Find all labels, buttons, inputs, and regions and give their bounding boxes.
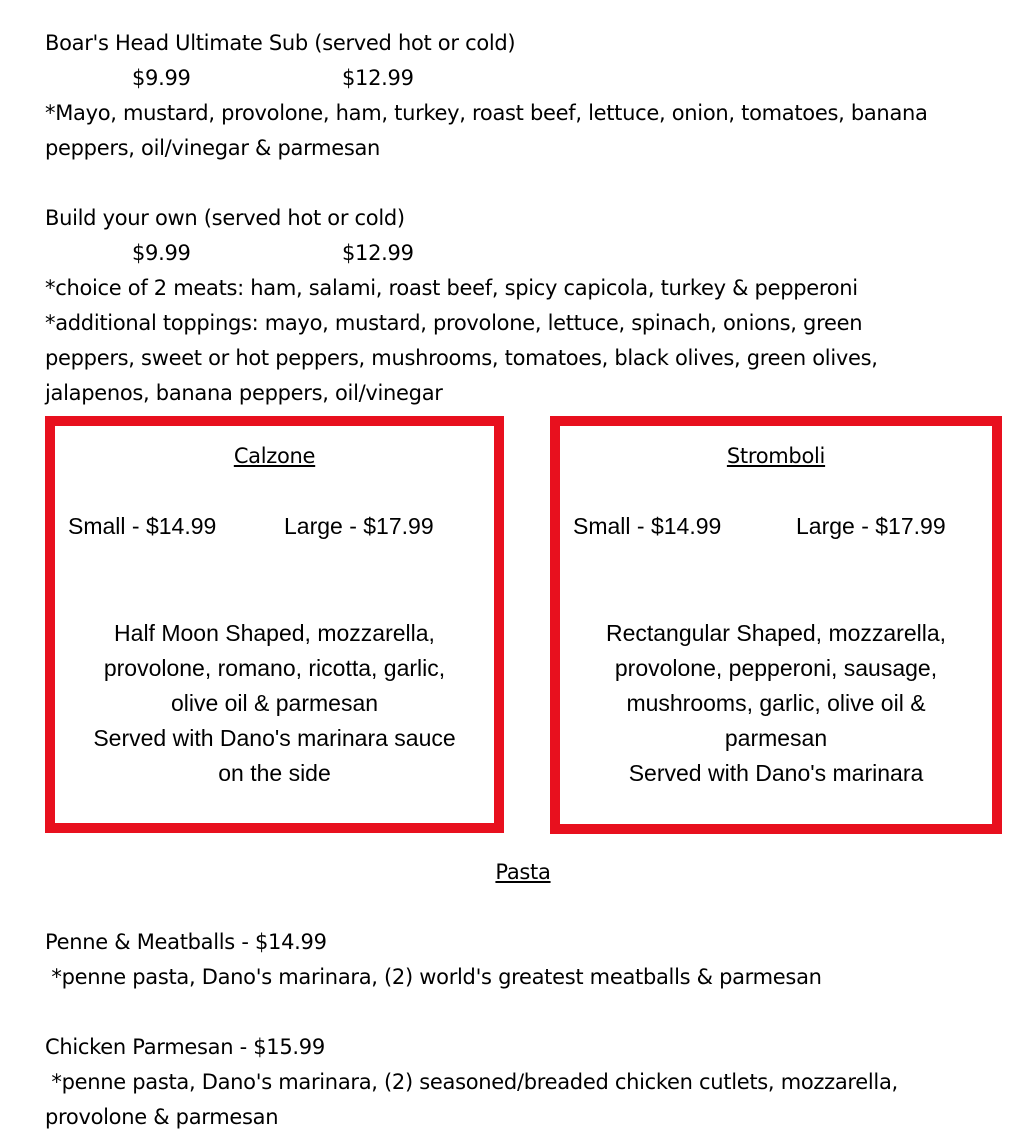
calzone-description (73, 616, 476, 791)
spacer (45, 166, 1005, 201)
price-small: $9.99 (132, 66, 191, 90)
spacer (45, 995, 1005, 1030)
desc-line: olive oil & parmesan (170, 690, 379, 716)
desc-line: provolone, romano, ricotta, garlic, (103, 655, 446, 681)
spacer (45, 890, 1005, 925)
price-large: $12.99 (342, 241, 414, 265)
desc-line: Served with Dano's marinara sauce (93, 725, 456, 751)
sub-prices (45, 236, 1005, 271)
stromboli-large-price: Large - $17.99 (796, 513, 946, 539)
desc-line: mushrooms, garlic, olive oil & (626, 690, 926, 716)
desc-line: provolone, pepperoni, sausage, (614, 655, 938, 681)
pasta-item-description: *penne pasta, Dano's marinara, (2) world's greatest meatballs & parmesan (45, 965, 822, 989)
sub-prices (45, 61, 1005, 96)
sub-name: Boar's Head Ultimate Sub (served hot or cold) (45, 31, 516, 55)
desc-line: Rectangular Shaped, mozzarella, (605, 620, 947, 646)
calzone-box (45, 416, 504, 833)
stromboli-description (578, 616, 974, 791)
pasta-item-description: provolone & parmesan (45, 1105, 279, 1129)
stromboli-sizes (560, 513, 992, 543)
desc-line: Served with Dano's marinara (628, 760, 924, 786)
sub-name: Build your own (served hot or cold) (45, 206, 405, 230)
stromboli-small-price: Small - $14.99 (573, 513, 722, 539)
desc-line: Half Moon Shaped, mozzarella, (114, 620, 435, 646)
calzone-large-price: Large - $17.99 (284, 513, 434, 539)
desc-line: parmesan (724, 725, 828, 751)
stromboli-title: Stromboli (726, 444, 826, 468)
calzone-stromboli-boxes (45, 416, 1005, 834)
desc-line: on the side (218, 760, 331, 786)
pasta-item-name: Penne & Meatballs - $14.99 (45, 930, 327, 954)
sub-toppings: *additional toppings: mayo, mustard, provolone, lettuce, spinach, onions, green peppers, sweet or hot peppers, mushrooms, tomatoes, black olives, green olives, jalapenos, banana peppers, oil/vinegar (45, 311, 878, 405)
stromboli-box (550, 416, 1002, 834)
price-large: $12.99 (342, 66, 414, 90)
pasta-section (45, 855, 1005, 1135)
pasta-item-description: *penne pasta, Dano's marinara, (2) seasoned/breaded chicken cutlets, mozzarella, (45, 1070, 898, 1094)
sub-description: *Mayo, mustard, provolone, ham, turkey, roast beef, lettuce, onion, tomatoes, banana peppers, oil/vinegar & parmesan (45, 101, 928, 160)
pasta-heading: Pasta (495, 860, 551, 884)
pasta-item-name: Chicken Parmesan - $15.99 (45, 1035, 325, 1059)
price-small: $9.99 (132, 241, 191, 265)
calzone-small-price: Small - $14.99 (68, 513, 217, 539)
calzone-title: Calzone (233, 444, 316, 468)
calzone-sizes (55, 513, 494, 543)
sub-meats: *choice of 2 meats: ham, salami, roast beef, spicy capicola, turkey & pepperoni (45, 276, 858, 300)
sandwich-section (45, 26, 1005, 411)
